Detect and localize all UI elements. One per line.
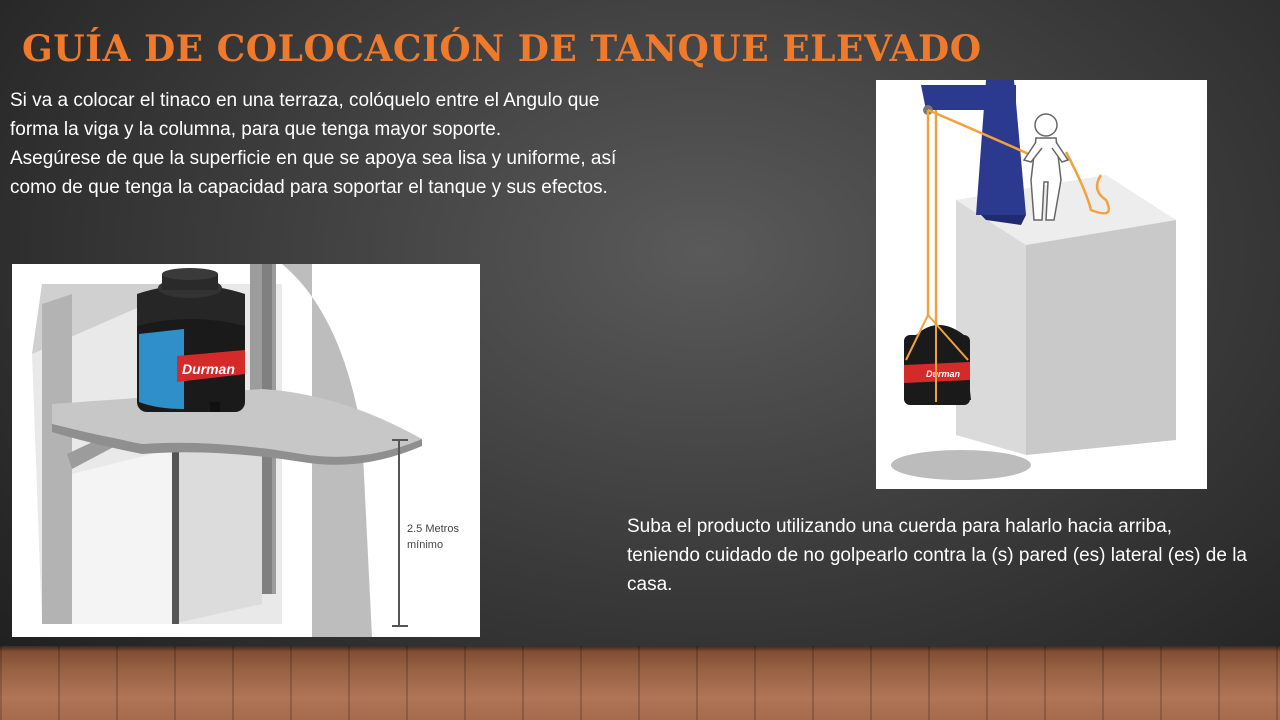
crane-lift-illustration [876, 80, 1207, 489]
lifting-instruction: Suba el producto utilizando una cuerda para halarlo hacia arriba, teniendo cuidado de no golpearlo contra la (s) pared (es) lateral (es) de la casa. [627, 516, 1247, 595]
instructions-left [10, 86, 635, 202]
instruction-paragraph-1: Si va a colocar el tinaco en una terraza, colóquelo entre el Angulo que forma la viga y la columna, para que tenga mayor soporte. [10, 90, 600, 140]
tank-brand-label: Durman [182, 361, 235, 377]
instruction-paragraph-2: Asegúrese de que la superficie en que se apoya sea lisa y uniforme, así como de que tenga la capacidad para soportar el tanque y sus efectos. [10, 148, 617, 198]
tank-lifting-image [876, 80, 1207, 489]
instructions-right [627, 512, 1247, 599]
water-tank-illustration [12, 264, 480, 637]
slide-title: GUÍA DE COLOCACIÓN DE TANQUE ELEVADO [22, 28, 982, 70]
dimension-label-line1: 2.5 Metros [407, 523, 459, 535]
hanging-tank-brand-label: Durman [926, 369, 961, 379]
wooden-floor-decoration [0, 646, 1280, 720]
dimension-label-line2: mínimo [407, 539, 444, 551]
tank-placement-image [12, 264, 480, 637]
